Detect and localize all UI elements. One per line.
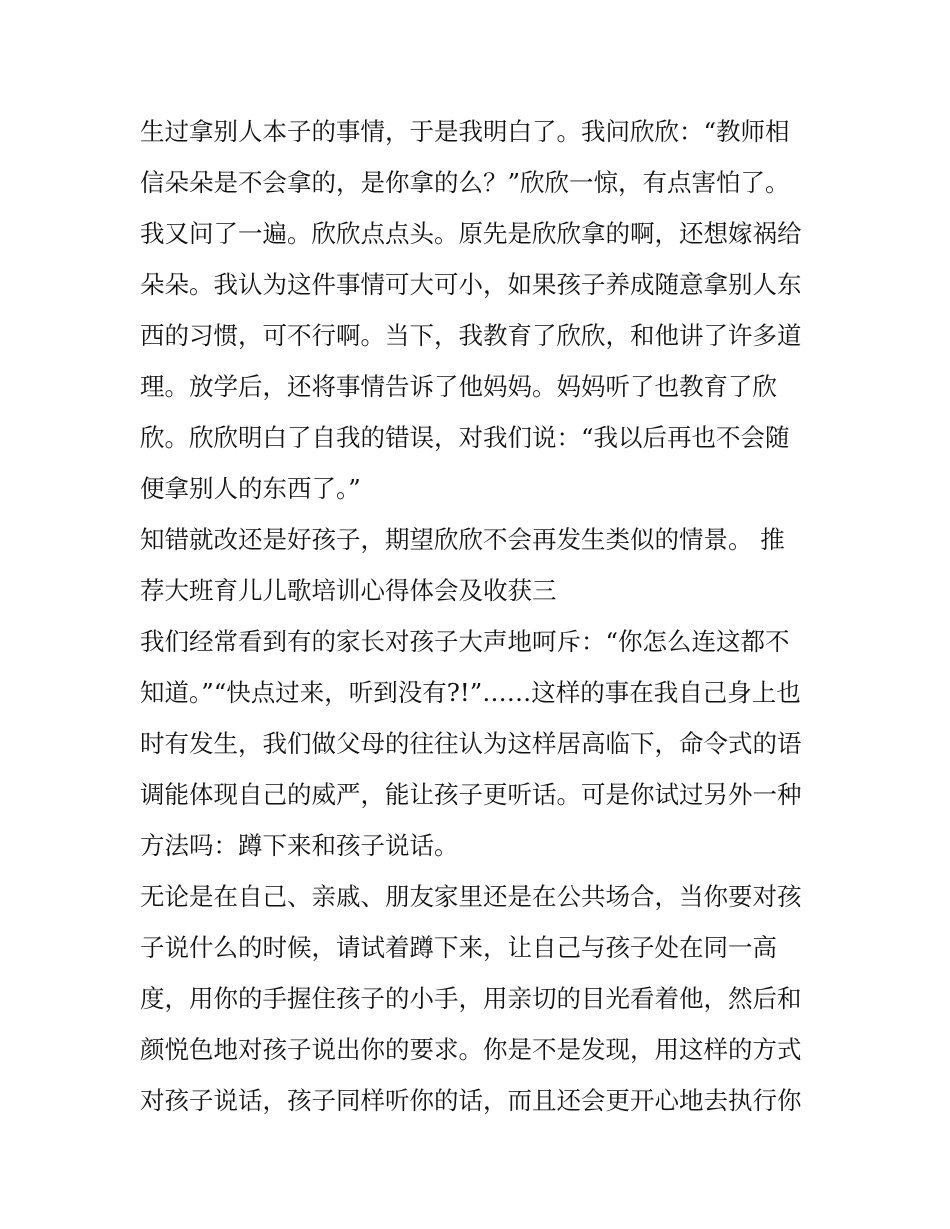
text-line: 方法吗：蹲下来和孩子说话。 — [140, 831, 459, 860]
text-line: 西的习惯，可不行啊。当下，我教育了欣欣，和他讲了许多道 — [140, 321, 802, 350]
body-text — [140, 106, 820, 1126]
section-heading-line: 荐大班育儿儿歌培训心得体会及收获三 — [140, 576, 557, 605]
text-line: 时有发生，我们做父母的往往认为这样居高临下，命令式的语 — [140, 729, 802, 758]
text-line: 无论是在自己、亲戚、朋友家里还是在公共场合，当你要对孩 — [140, 882, 802, 911]
text-line: 对孩子说话，孩子同样听你的话，而且还会更开心地去执行你 — [140, 1086, 802, 1115]
text-line: 子说什么的时候，请试着蹲下来，让自己与孩子处在同一高 — [140, 933, 777, 962]
text-line: 知错就改还是好孩子，期望欣欣不会再发生类似的情景。 推 — [140, 525, 785, 554]
text-line: 理。放学后，还将事情告诉了他妈妈。妈妈听了也教育了欣 — [140, 372, 777, 401]
text-line: 信朵朵是不会拿的，是你拿的么？”欣欣一惊，有点害怕了。 — [140, 168, 790, 197]
text-line: 欣。欣欣明白了自我的错误，对我们说：“我以后再也不会随 — [140, 423, 790, 452]
text-line: 生过拿别人本子的事情，于是我明白了。我问欣欣：“教师相 — [140, 117, 790, 146]
text-line: 我又问了一遍。欣欣点点头。原先是欣欣拿的啊，还想嫁祸给 — [140, 219, 802, 248]
text-line: 颜悦色地对孩子说出你的要求。你是不是发现，用这样的方式 — [140, 1035, 802, 1064]
text-line: 度，用你的手握住孩子的小手，用亲切的目光看着他，然后和 — [140, 984, 802, 1013]
text-line: 知道。”“快点过来，听到没有?!”……这样的事在我自己身上也 — [140, 678, 801, 707]
text-line: 我们经常看到有的家长对孩子大声地呵斥：“你怎么连这都不 — [140, 627, 790, 656]
text-line: 朵朵。我认为这件事情可大可小，如果孩子养成随意拿别人东 — [140, 270, 802, 299]
text-line: 调能体现自己的威严，能让孩子更听话。可是你试过另外一种 — [140, 780, 802, 809]
text-line: 便拿别人的东西了。” — [140, 474, 361, 503]
